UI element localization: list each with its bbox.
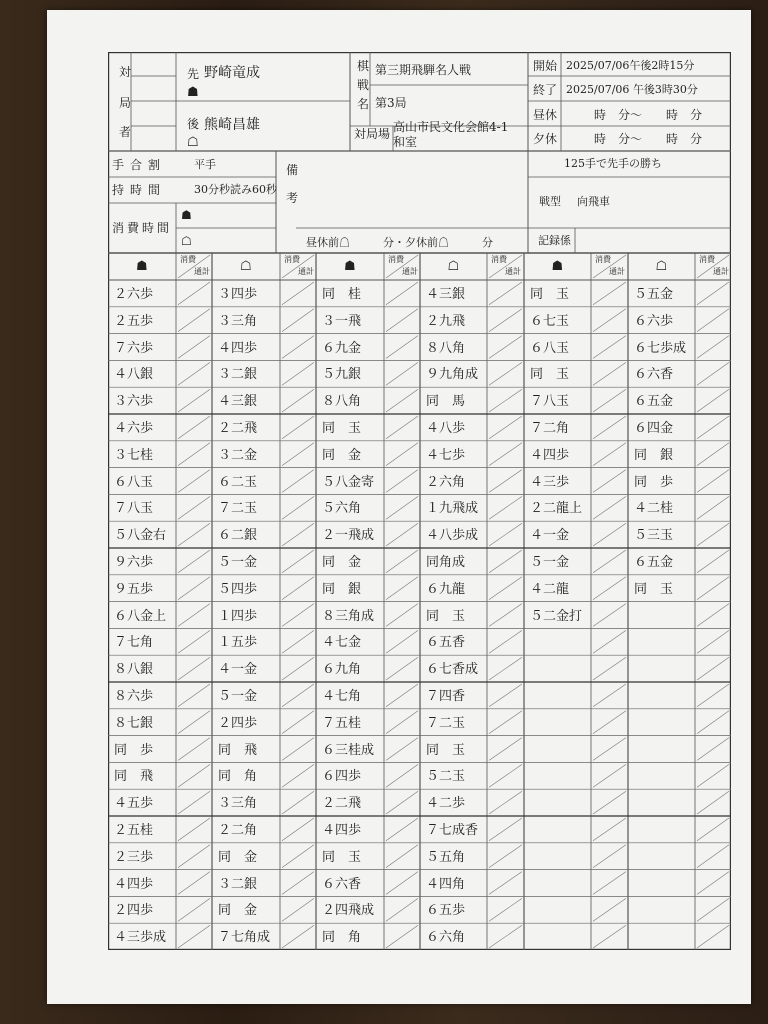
gote-column-icon: ☖ — [447, 259, 460, 274]
move-cell: ２一飛成 — [322, 528, 375, 544]
move-cell: ２二角 — [218, 823, 258, 838]
sente-column-icon: ☗ — [136, 259, 148, 274]
player-label-1: 対 — [119, 65, 132, 79]
move-cell: ４一金 — [218, 662, 258, 678]
move-cell: ２五歩 — [114, 313, 154, 329]
move-cell: ２二龍上 — [530, 501, 583, 517]
consumed-sente-icon: ☗ — [181, 208, 192, 222]
move-cell: ６九角 — [322, 662, 362, 678]
move-cell: ４三銀 — [218, 394, 258, 410]
kifu-form — [108, 52, 731, 950]
gote-column-icon: ☖ — [240, 259, 252, 274]
move-cell: ８三角成 — [322, 608, 375, 624]
move-cell: ４四歩 — [530, 447, 570, 463]
move-cell: ３二銀 — [218, 876, 258, 892]
round: 第3局 — [375, 96, 407, 110]
consumed-label: 消費時間 — [112, 221, 173, 235]
time-value: 30分秒読み60秒 — [194, 183, 277, 196]
dinner-value: 時 分～ 時 分 — [594, 132, 703, 146]
move-cell: ６六香 — [322, 876, 362, 892]
consumed-gote-icon: ☖ — [181, 234, 192, 248]
move-cell: ６八玉 — [114, 474, 154, 490]
move-cell: ６九龍 — [426, 581, 466, 597]
move-cell: 同 銀 — [322, 581, 362, 597]
move-cell: ３二金 — [218, 447, 258, 463]
venue-line-2: 和室 — [393, 135, 418, 149]
move-cell: 同 玉 — [322, 421, 362, 436]
lunch-value: 時 分～ 時 分 — [594, 108, 703, 122]
gote-piece-icon: ☖ — [187, 135, 199, 150]
move-cell: ２三歩 — [114, 849, 154, 865]
move-cell: ７七成香 — [426, 823, 479, 838]
result: 125手で先手の勝ち — [564, 157, 662, 170]
move-cell: ７六歩 — [114, 340, 154, 356]
move-cell: ６五香 — [426, 635, 466, 651]
move-cell: ５一金 — [218, 689, 258, 704]
move-cell: ２九飛 — [426, 313, 466, 329]
move-cell: ６八金上 — [114, 608, 167, 624]
sente-name: 野崎竜成 — [204, 65, 260, 81]
player-label-3: 者 — [119, 125, 132, 139]
move-cell: ８八銀 — [114, 662, 154, 678]
move-cell: ４四歩 — [218, 340, 258, 356]
move-cell: ５五金 — [634, 287, 674, 302]
event-label-3: 名 — [357, 97, 370, 111]
move-cell: ２四歩 — [218, 715, 258, 731]
move-cell: ６二銀 — [218, 528, 258, 544]
dinner-label: 夕休 — [533, 132, 558, 146]
player-label-2: 局 — [119, 96, 132, 110]
move-cell: ４四角 — [426, 876, 466, 892]
move-cell: ６四金 — [634, 421, 674, 436]
gote-label: 後 — [187, 117, 200, 131]
move-cell: 同 玉 — [530, 287, 570, 302]
move-cell: ７二角 — [530, 421, 570, 436]
move-cell: ２四歩 — [114, 903, 154, 919]
move-cell: ４三歩成 — [114, 930, 167, 946]
move-cell: ８八角 — [322, 394, 362, 410]
move-cell: ６五歩 — [426, 903, 466, 919]
move-cell: ４三歩 — [530, 474, 570, 490]
move-cell: ６七歩成 — [634, 340, 687, 356]
move-cell: ９六歩 — [114, 555, 154, 570]
gote-column-icon: ☖ — [655, 259, 668, 274]
move-cell: ５一金 — [530, 555, 570, 570]
move-cell: ３六歩 — [114, 394, 154, 410]
move-cell: ４八銀 — [114, 367, 154, 383]
start-value: 2025/07/06午後2時15分 — [566, 59, 695, 72]
time-used-label: 消費 — [699, 255, 715, 264]
start-label: 開始 — [533, 59, 558, 73]
move-cell: 同 玉 — [634, 581, 674, 597]
move-cell: ５四歩 — [218, 581, 258, 597]
sente-piece-icon: ☗ — [187, 85, 199, 100]
move-cell: ４二歩 — [426, 796, 466, 812]
move-cell: ６二玉 — [218, 474, 258, 490]
event-label-2: 戦 — [357, 78, 370, 92]
move-cell: ４六歩 — [114, 421, 154, 436]
move-cell: ５五角 — [426, 849, 466, 865]
move-cell: ２六歩 — [114, 287, 154, 302]
end-label: 終了 — [533, 83, 558, 97]
move-cell: ６七玉 — [530, 313, 570, 329]
move-cell: ４七歩 — [426, 447, 466, 463]
move-cell: 同 金 — [218, 903, 258, 919]
handicap-label: 手合割 — [112, 158, 167, 172]
move-cell: ５八金右 — [114, 528, 167, 544]
move-cell: ５八金寄 — [322, 474, 375, 490]
move-cell: ６六歩 — [634, 313, 674, 329]
move-cell: ３七桂 — [114, 447, 154, 463]
move-cell: ４五歩 — [114, 796, 154, 812]
move-cell: ６三桂成 — [322, 742, 375, 758]
break-line: 昼休前☖ 分・夕休前☖ 分 — [306, 236, 493, 249]
end-value: 2025/07/06 午後3時30分 — [566, 83, 698, 96]
move-cell: ３二銀 — [218, 367, 258, 383]
time-used-label: 消費 — [388, 255, 404, 264]
move-cell: 同 銀 — [634, 447, 674, 463]
move-cell: ７八玉 — [114, 501, 154, 517]
move-cell: ６七香成 — [426, 662, 479, 678]
time-total-label: 通計 — [298, 267, 314, 276]
lunch-label: 昼休 — [533, 108, 558, 122]
time-total-label: 通計 — [713, 267, 729, 276]
time-used-label: 消費 — [595, 255, 611, 264]
move-cell: ８六歩 — [114, 689, 154, 704]
move-cell: ２五桂 — [114, 823, 154, 838]
move-cell: 同 玉 — [322, 849, 362, 865]
move-cell: １四歩 — [218, 608, 258, 624]
move-cell: ２四飛成 — [322, 903, 375, 919]
move-cell: ７八玉 — [530, 394, 570, 410]
opening-label: 戦型 — [539, 195, 561, 208]
move-cell: ４七金 — [322, 635, 362, 651]
move-cell: 同 歩 — [634, 474, 674, 490]
event-label-1: 棋 — [357, 59, 370, 73]
move-cell: １九飛成 — [426, 501, 479, 517]
remarks-label-1: 備 — [286, 163, 299, 177]
event-name: 第三期飛騨名人戦 — [375, 63, 472, 77]
move-cell: ２二飛 — [322, 796, 362, 812]
move-cell: ５三玉 — [634, 528, 674, 544]
move-cell: ６四歩 — [322, 769, 362, 785]
move-cell: ５九銀 — [322, 367, 362, 383]
move-cell: ４二龍 — [530, 581, 570, 597]
move-cell: 同 飛 — [218, 742, 258, 758]
move-cell: 同 飛 — [114, 769, 154, 785]
gote-name: 熊崎昌雄 — [204, 117, 260, 133]
move-cell: ４四歩 — [322, 823, 362, 838]
move-cell: 同 金 — [322, 447, 362, 463]
sente-column-icon: ☗ — [344, 259, 356, 274]
move-cell: ６八玉 — [530, 340, 570, 356]
time-total-label: 通計 — [609, 267, 625, 276]
move-cell: 同 玉 — [530, 367, 570, 383]
time-total-label: 通計 — [194, 267, 210, 276]
move-cell: 同 金 — [322, 555, 362, 570]
venue-line-1: 高山市民文化会館4-1 — [393, 120, 509, 134]
move-cell: ４二桂 — [634, 501, 674, 517]
move-cell: 同 玉 — [426, 742, 466, 758]
move-cell: ７二玉 — [218, 501, 258, 517]
move-cell: ９九角成 — [426, 367, 479, 383]
move-cell: ４八歩 — [426, 421, 466, 436]
move-cell: 同 角 — [322, 930, 362, 946]
move-cell: ３三角 — [218, 796, 258, 812]
move-cell: ４四歩 — [114, 876, 154, 892]
move-cell: ４七角 — [322, 689, 362, 704]
time-total-label: 通計 — [505, 267, 521, 276]
move-cell: ８七銀 — [114, 715, 154, 731]
move-cell: ５二玉 — [426, 769, 466, 785]
move-cell: ２六角 — [426, 474, 466, 490]
move-cell: ８八角 — [426, 340, 466, 356]
move-cell: ２二飛 — [218, 421, 258, 436]
venue-label: 対局場 — [354, 127, 391, 141]
handicap-value: 平手 — [194, 158, 216, 171]
move-cell: ７四香 — [426, 689, 466, 704]
move-cell: 同角成 — [426, 555, 466, 570]
move-cell: ４一金 — [530, 528, 570, 544]
move-cell: ５六角 — [322, 501, 362, 517]
time-used-label: 消費 — [491, 255, 507, 264]
sente-column-icon: ☗ — [551, 259, 564, 274]
move-cell: 同 玉 — [426, 608, 466, 624]
move-cell: 同 馬 — [426, 394, 466, 410]
time-label: 持時間 — [112, 183, 167, 197]
move-cell: ３一飛 — [322, 313, 362, 329]
move-cell: ６六香 — [634, 367, 674, 383]
sente-label: 先 — [187, 67, 200, 81]
remarks-label-2: 考 — [286, 191, 299, 205]
move-cell: ５一金 — [218, 555, 258, 570]
move-cell: ４八歩成 — [426, 528, 479, 544]
move-cell: ６五金 — [634, 555, 674, 570]
move-cell: ７五桂 — [322, 715, 362, 731]
move-cell: 同 歩 — [114, 742, 154, 758]
recorder-label: 記録係 — [538, 234, 571, 247]
move-cell: ６六角 — [426, 930, 466, 946]
move-cell: 同 角 — [218, 769, 258, 785]
move-cell: １五歩 — [218, 635, 258, 651]
move-cell: 同 桂 — [322, 287, 362, 302]
opening-value: 向飛車 — [577, 195, 610, 208]
move-cell: ３四歩 — [218, 287, 258, 302]
move-cell: ３三角 — [218, 313, 258, 329]
time-used-label: 消費 — [180, 255, 196, 264]
move-cell: ６五金 — [634, 394, 674, 410]
move-cell: ９五歩 — [114, 581, 154, 597]
move-cell: 同 金 — [218, 849, 258, 865]
move-cell: ４三銀 — [426, 287, 466, 302]
time-used-label: 消費 — [284, 255, 300, 264]
move-cell: ７七角成 — [218, 930, 271, 946]
move-cell: ７二玉 — [426, 715, 466, 731]
move-cell: ６九金 — [322, 340, 362, 356]
time-total-label: 通計 — [402, 267, 418, 276]
move-cell: ７七角 — [114, 635, 154, 651]
move-cell: ５二金打 — [530, 608, 583, 624]
